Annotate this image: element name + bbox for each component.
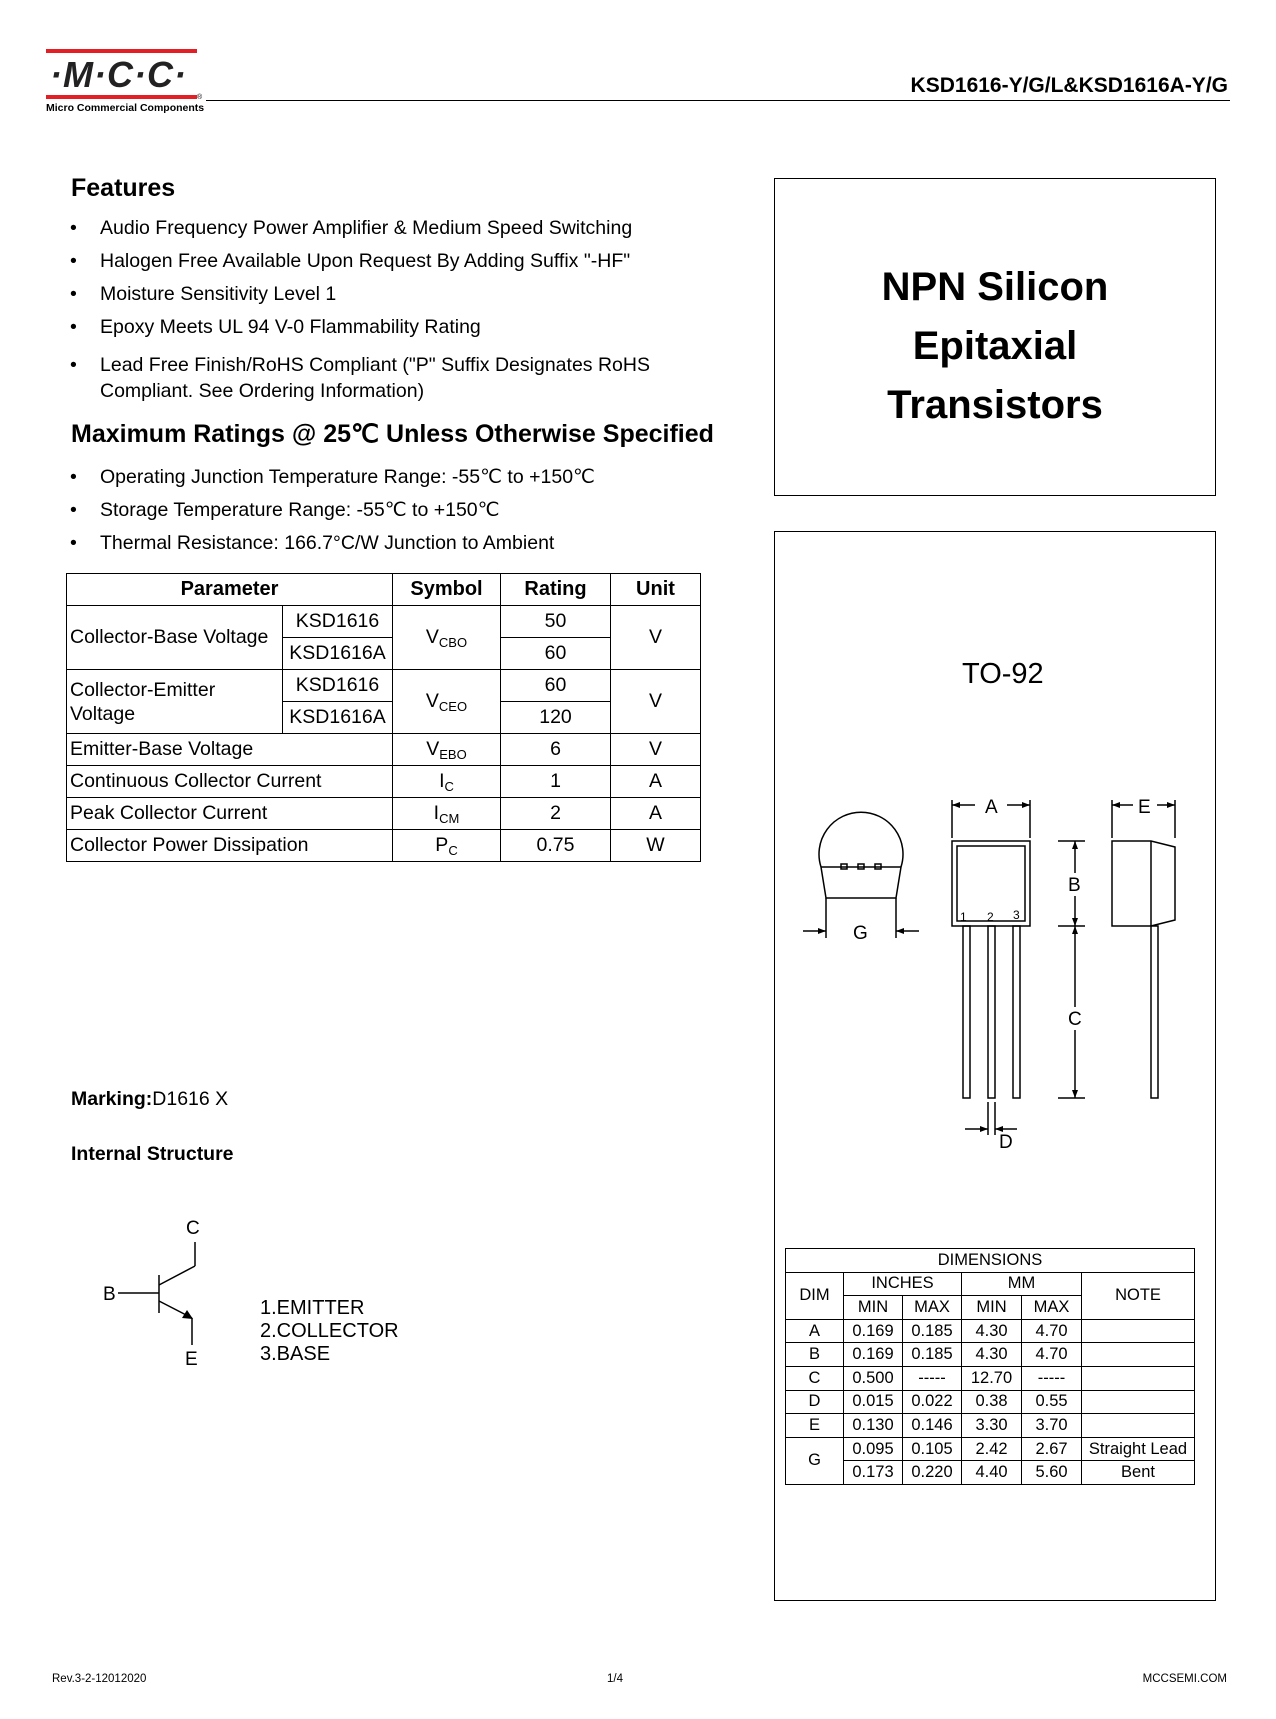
label-b: B [1068, 875, 1081, 896]
variant-cell: KSD1616A [283, 702, 393, 734]
symbol-cell: $I_{CM}$ [393, 798, 501, 830]
max-ratings-table [66, 573, 701, 862]
pin-2-label: 2 [987, 910, 994, 924]
pin-item: 2.COLLECTOR [260, 1320, 399, 1342]
variant-cell: KSD1616 [283, 670, 393, 702]
param-cell: Peak Collector Current [67, 798, 393, 830]
param-cell: Emitter-Base Voltage [67, 734, 393, 766]
value-cell: 4.30 [962, 1319, 1022, 1343]
unit-cell: A [611, 766, 701, 798]
rating-cell: 60 [501, 638, 611, 670]
label-e: E [1138, 797, 1151, 818]
symbol-cell: $V_{CEO}$ [393, 670, 501, 734]
table-row [786, 1343, 1195, 1367]
dim-cell: C [786, 1366, 844, 1390]
value-cell: 3.30 [962, 1414, 1022, 1438]
table-row [786, 1461, 1195, 1485]
max-ratings-heading: Maximum Ratings @ 25℃ Unless Otherwise Specified [71, 420, 714, 448]
features-list [70, 217, 730, 404]
dim-cell: E [786, 1414, 844, 1438]
value-cell: 0.220 [903, 1461, 962, 1485]
arrow-icon [1072, 841, 1078, 849]
unit-cell: V [611, 734, 701, 766]
rating-cell: 2 [501, 798, 611, 830]
logo: ·M·C·C· [50, 54, 187, 95]
arrow-icon [1072, 926, 1078, 934]
value-cell: 12.70 [962, 1366, 1022, 1390]
symbol-cell: $V_{CBO}$ [393, 606, 501, 670]
value-cell: 4.70 [1022, 1319, 1082, 1343]
table-header-row [67, 574, 701, 606]
arrow-icon [896, 928, 904, 934]
rating-cell: 50 [501, 606, 611, 638]
dim-header: DIM [786, 1272, 844, 1319]
value-cell: 0.185 [903, 1319, 962, 1343]
pin-1-label: 1 [960, 910, 967, 924]
note-cell [1082, 1319, 1195, 1343]
symbol-cell: $P_C$ [393, 830, 501, 862]
dimensions-title: DIMENSIONS [786, 1249, 1195, 1273]
value-cell: 0.173 [844, 1461, 903, 1485]
value-cell: 2.42 [962, 1437, 1022, 1461]
arrow-icon [1022, 802, 1030, 808]
rating-cell: 120 [501, 702, 611, 734]
min-header: MIN [844, 1296, 903, 1320]
pin-list [260, 1297, 399, 1366]
mm-header: MM [962, 1272, 1082, 1296]
value-cell: 0.55 [1022, 1390, 1082, 1414]
logo-subtitle: Micro Commercial Components [46, 102, 205, 114]
label-c: C [1068, 1009, 1082, 1030]
variant-cell: KSD1616A [283, 638, 393, 670]
dim-cell: A [786, 1319, 844, 1343]
unit-cell: V [611, 606, 701, 670]
marking-value: D1616 X [152, 1088, 229, 1110]
list-item: • Operating Junction Temperature Range: -55℃ to +150℃ [70, 466, 730, 488]
footer-page: 1/4 [607, 1673, 623, 1685]
table-row [67, 606, 701, 638]
param-cell: Continuous Collector Current [67, 766, 393, 798]
dimensions-table [785, 1248, 1195, 1485]
param-cell: Collector-Base Voltage [67, 606, 283, 670]
terminal-b: B [103, 1284, 116, 1305]
label-d: D [999, 1132, 1013, 1153]
value-cell: 0.169 [844, 1319, 903, 1343]
header-rating: Rating [501, 574, 611, 606]
part-number-title: KSD1616-Y/G/L&KSD1616A-Y/G [910, 74, 1228, 97]
rating-cell: 1 [501, 766, 611, 798]
symbol-cell: $I_C$ [393, 766, 501, 798]
unit-cell: W [611, 830, 701, 862]
arrow-icon [818, 928, 826, 934]
arrow-icon [980, 1126, 988, 1132]
list-item: • Halogen Free Available Upon Request By Adding Suffix "-HF" [70, 250, 730, 272]
value-cell: 4.70 [1022, 1343, 1082, 1367]
param-cell: Collector-Emitter Voltage [67, 670, 283, 734]
dim-cell: B [786, 1343, 844, 1367]
value-cell: 0.146 [903, 1414, 962, 1438]
arrow-icon [952, 802, 960, 808]
table-row [786, 1249, 1195, 1273]
param-cell: Collector Power Dissipation [67, 830, 393, 862]
value-cell: 5.60 [1022, 1461, 1082, 1485]
table-row [67, 734, 701, 766]
terminal-e: E [185, 1349, 198, 1370]
rating-cell: 0.75 [501, 830, 611, 862]
value-cell: 4.40 [962, 1461, 1022, 1485]
logo-bar-bottom [46, 95, 197, 99]
product-title: NPN Silicon Epitaxial Transistors [881, 265, 1109, 427]
value-cell: 0.095 [844, 1437, 903, 1461]
note-cell: Straight Lead [1082, 1437, 1195, 1461]
marking [71, 1088, 228, 1111]
table-row [67, 830, 701, 862]
footer-revision: Rev.3-2-12012020 [52, 1673, 147, 1685]
value-cell: ----- [903, 1366, 962, 1390]
note-cell [1082, 1414, 1195, 1438]
label-g: G [853, 923, 868, 944]
arrow-icon [1072, 918, 1078, 926]
table-row [786, 1414, 1195, 1438]
note-cell [1082, 1343, 1195, 1367]
arrow-icon [1167, 802, 1175, 808]
header-symbol: Symbol [393, 574, 501, 606]
rating-cell: 6 [501, 734, 611, 766]
package-drawing [795, 780, 1205, 1160]
terminal-c: C [186, 1218, 200, 1239]
value-cell: 0.185 [903, 1343, 962, 1367]
unit-cell: A [611, 798, 701, 830]
table-row [67, 670, 701, 702]
header-unit: Unit [611, 574, 701, 606]
pin-item: 3.BASE [260, 1343, 331, 1365]
value-cell: 0.169 [844, 1343, 903, 1367]
side-view [1112, 800, 1175, 1098]
bottom-view [803, 812, 919, 938]
variant-cell: KSD1616 [283, 606, 393, 638]
list-item: • Audio Frequency Power Amplifier & Medium Speed Switching [70, 217, 730, 239]
label-a: A [985, 797, 998, 818]
value-cell: 0.105 [903, 1437, 962, 1461]
transistor-symbol [100, 1215, 220, 1375]
note-cell: Bent [1082, 1461, 1195, 1485]
inches-header: INCHES [844, 1272, 962, 1296]
table-row [67, 766, 701, 798]
footer-website: MCCSEMI.COM [1142, 1673, 1227, 1685]
marking-label: Marking: [71, 1088, 153, 1110]
arrow-icon [1112, 802, 1120, 808]
max-ratings-list [70, 466, 730, 554]
internal-structure-heading: Internal Structure [71, 1143, 234, 1165]
table-row [786, 1437, 1195, 1461]
rating-cell: 60 [501, 670, 611, 702]
list-item: • Epoxy Meets UL 94 V-0 Flammability Rating [70, 316, 730, 338]
value-cell: 0.015 [844, 1390, 903, 1414]
pin-item: 1.EMITTER [260, 1297, 365, 1319]
dim-cell: D [786, 1390, 844, 1414]
table-row [786, 1319, 1195, 1343]
value-cell: 0.500 [844, 1366, 903, 1390]
max-header: MAX [1022, 1296, 1082, 1320]
value-cell: 2.67 [1022, 1437, 1082, 1461]
note-header: NOTE [1082, 1272, 1195, 1319]
pin-3-label: 3 [1013, 908, 1020, 922]
list-item: • Moisture Sensitivity Level 1 [70, 283, 730, 305]
table-row [786, 1272, 1195, 1296]
max-header: MAX [903, 1296, 962, 1320]
package-name: TO-92 [962, 658, 1044, 690]
dim-cell: G [786, 1437, 844, 1484]
symbol-cell: $V_{EBO}$ [393, 734, 501, 766]
value-cell: 0.38 [962, 1390, 1022, 1414]
front-view [952, 800, 1030, 1135]
value-cell: 3.70 [1022, 1414, 1082, 1438]
value-cell: ----- [1022, 1366, 1082, 1390]
list-item: • Lead Free Finish/RoHS Compliant ("P" Suffix Designates RoHS Compliant. See Ordering Information) [70, 352, 720, 404]
note-cell [1082, 1390, 1195, 1414]
registered-mark: ® [197, 94, 203, 101]
note-cell [1082, 1366, 1195, 1390]
list-item: • Storage Temperature Range: -55℃ to +150℃ [70, 499, 730, 521]
header-rule [206, 100, 1230, 101]
header-parameter: Parameter [67, 574, 393, 606]
arrow-icon [1072, 1090, 1078, 1098]
table-row [67, 798, 701, 830]
table-row [786, 1366, 1195, 1390]
table-row [786, 1390, 1195, 1414]
min-header: MIN [962, 1296, 1022, 1320]
unit-cell: V [611, 670, 701, 734]
value-cell: 0.022 [903, 1390, 962, 1414]
logo-bar-top [46, 49, 197, 53]
list-item: • Thermal Resistance: 166.7°C/W Junction to Ambient [70, 532, 730, 554]
value-cell: 4.30 [962, 1343, 1022, 1367]
value-cell: 0.130 [844, 1414, 903, 1438]
features-heading: Features [71, 174, 176, 202]
